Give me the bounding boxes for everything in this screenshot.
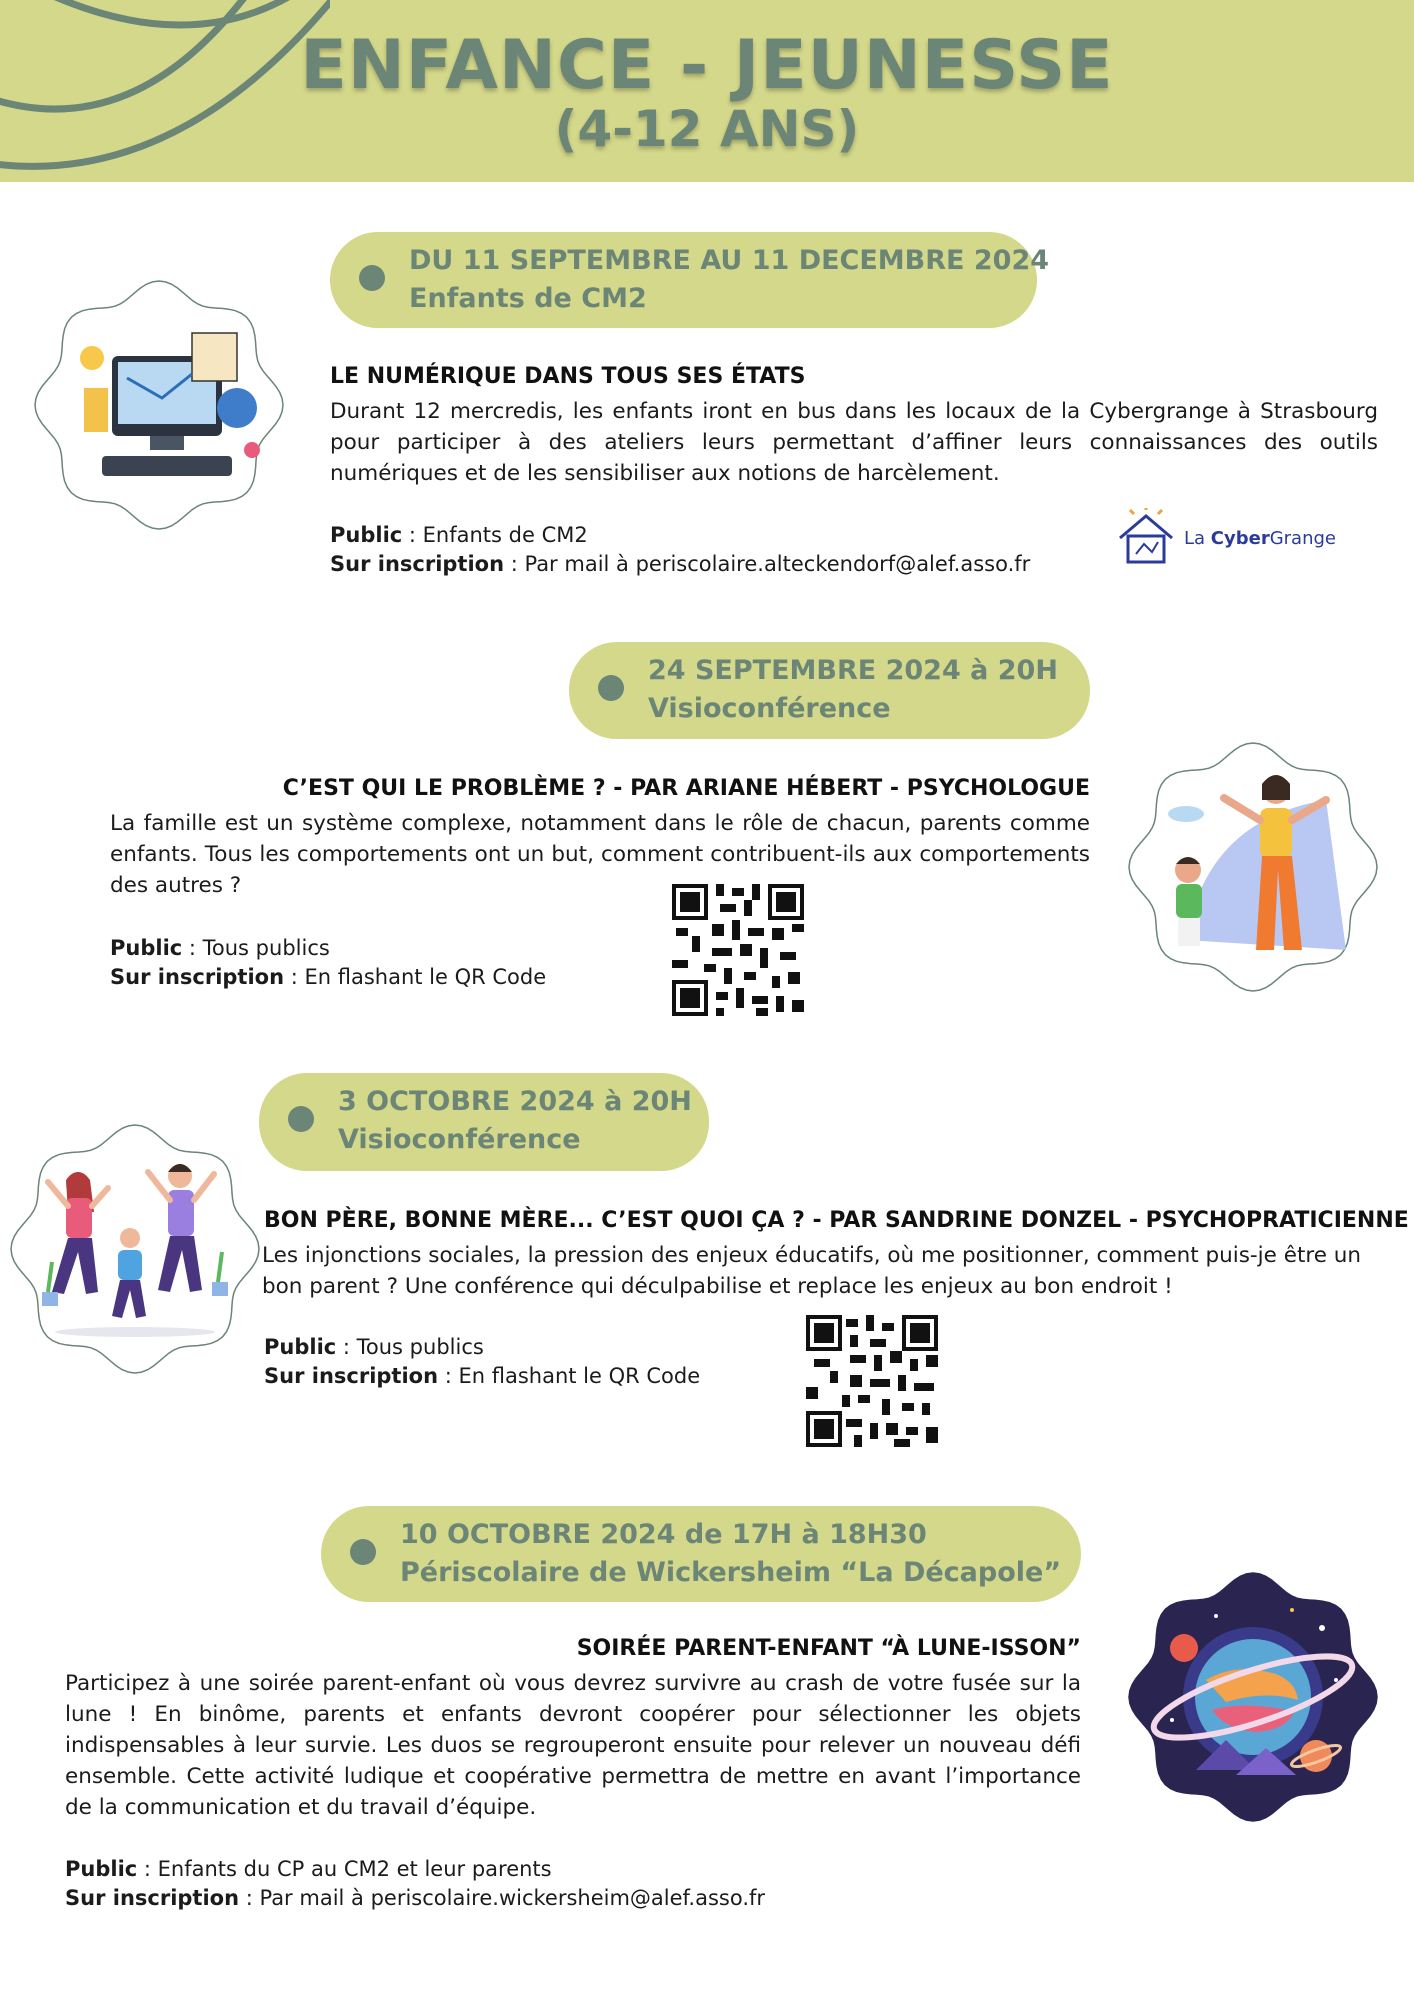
event-date-pill (330, 232, 1050, 328)
public-label: Public (330, 523, 403, 547)
event-date: 3 OCTOBRE 2024 à 20H (338, 1086, 692, 1117)
page-title: ENFANCE - JEUNESSE (300, 26, 1114, 105)
bullet-dot-icon (598, 675, 624, 701)
parent-child-illustration-icon (1126, 740, 1380, 994)
event-description: Participez à une soirée parent-enfant où vous devrez survivre au crash de votre fusée sur la lune ! En binôme, parents et enfants devront coopérer pour sélectionner les objets indispensables à leur survie. Les duos se regrouperont ensuite pour relever un nouveau défi ensemble. Cette activité ludique et coopérative permettra de mettre en avant l’importance de la communication et du travail d’équipe. (65, 1671, 1081, 1820)
bullet-dot-icon (350, 1539, 376, 1565)
event-title: SOIRÉE PARENT-ENFANT “À LUNE-ISSON” (576, 1636, 1081, 1661)
logo-text: La CyberGrange (1184, 528, 1336, 549)
event-date: DU 11 SEPTEMBRE AU 11 DECEMBRE 2024 (409, 245, 1050, 276)
inscription-label: Sur inscription (65, 1886, 240, 1910)
inscription-info (65, 1883, 765, 1913)
event-title: C’EST QUI LE PROBLÈME ? - PAR ARIANE HÉBERT - PSYCHOLOGUE (282, 776, 1090, 801)
public-value: : Enfants de CM2 (402, 523, 588, 547)
inscription-label: Sur inscription (264, 1364, 439, 1388)
event-description: Les injonctions sociales, la pression des enjeux éducatifs, où me positionner, comment puis-je être un bon parent ? Une conférence qui déculpabilise et replace les enjeux au bon endroit ! (262, 1243, 1362, 1299)
event-date-pill (569, 642, 1090, 739)
public-label: Public (110, 936, 183, 960)
qr-code-icon[interactable] (672, 884, 804, 1016)
event-date-pill (321, 1506, 1081, 1602)
event-description: Durant 12 mercredis, les enfants iront en bus dans les locaux de la Cybergrange à Strasbourg pour participer à des ateliers leurs permettant d’affiner leurs connaissances des outils numériques et de les sensibiliser aux notions de harcèlement. (330, 399, 1378, 486)
public-info (110, 933, 330, 963)
public-value: : Tous publics (336, 1335, 484, 1359)
event-title: BON PÈRE, BONNE MÈRE... C’EST QUOI ÇA ? - PAR SANDRINE DONZEL - PSYCHOPRATICIENNE (264, 1208, 1409, 1233)
event-place: Visioconférence (648, 693, 891, 724)
public-label: Public (264, 1335, 337, 1359)
public-info (330, 520, 588, 550)
event-date: 24 SEPTEMBRE 2024 à 20H (648, 655, 1058, 686)
public-value: : Enfants du CP au CM2 et leur parents (137, 1857, 552, 1881)
event-title: LE NUMÉRIQUE DANS TOUS SES ÉTATS (330, 364, 806, 389)
public-label: Public (65, 1857, 138, 1881)
event-date: 10 OCTOBRE 2024 de 17H à 18H30 (400, 1519, 927, 1550)
event-date-pill (259, 1073, 709, 1171)
planet-illustration-icon (1126, 1570, 1380, 1824)
page-subtitle: (4-12 ANS) (554, 100, 860, 158)
public-info (65, 1854, 552, 1884)
cybergrange-logo (1114, 508, 1344, 568)
public-value: : Tous publics (182, 936, 330, 960)
house-logo-icon (1114, 508, 1178, 568)
event-place: Enfants de CM2 (409, 283, 647, 314)
event-description: La famille est un système complexe, notamment dans le rôle de chacun, parents comme enfants. Tous les comportements ont un but, comment contribuent-ils aux comportements des autres ? (110, 811, 1090, 898)
inscription-value: : Par mail à periscolaire.alteckendorf@alef.asso.fr (504, 552, 1031, 576)
inscription-label: Sur inscription (110, 965, 285, 989)
qr-code-icon[interactable] (806, 1315, 938, 1447)
page-header (0, 0, 1414, 182)
bullet-dot-icon (288, 1106, 314, 1132)
inscription-label: Sur inscription (330, 552, 505, 576)
inscription-value: : En flashant le QR Code (284, 965, 547, 989)
event-place: Périscolaire de Wickersheim “La Décapole” (400, 1557, 1062, 1588)
inscription-info (330, 549, 1030, 579)
inscription-info (110, 962, 546, 992)
public-info (264, 1332, 484, 1362)
inscription-value: : En flashant le QR Code (438, 1364, 701, 1388)
inscription-value: : Par mail à periscolaire.wickersheim@alef.asso.fr (239, 1886, 766, 1910)
bullet-dot-icon (359, 265, 385, 291)
inscription-info (264, 1361, 700, 1391)
computer-illustration-icon (32, 278, 286, 532)
jumping-family-illustration-icon (8, 1122, 262, 1376)
event-place: Visioconférence (338, 1124, 581, 1155)
